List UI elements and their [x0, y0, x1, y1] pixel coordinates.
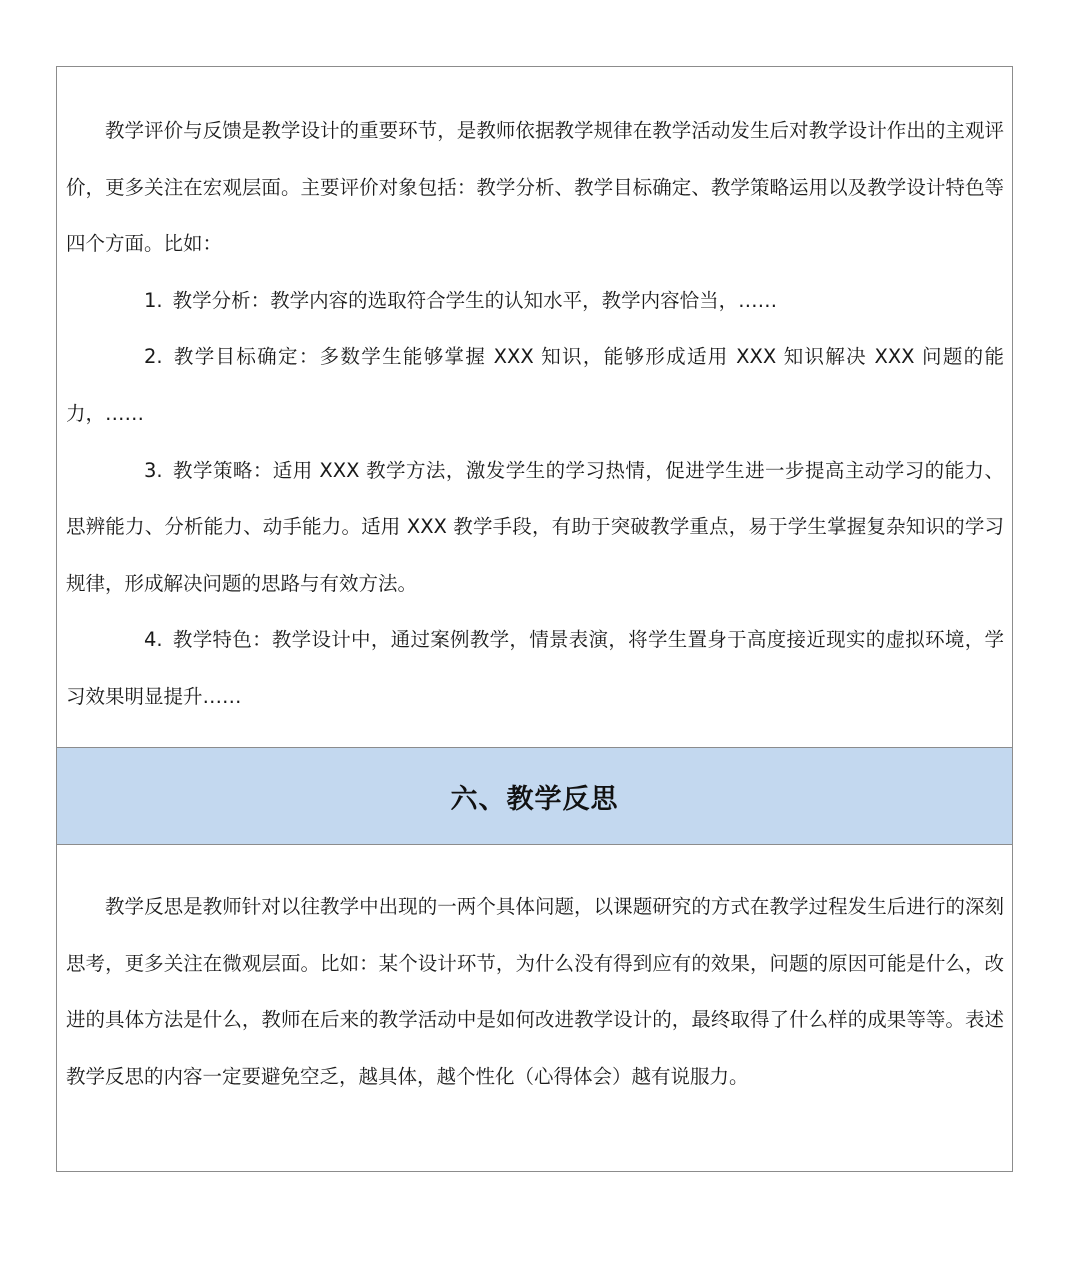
evaluation-cell	[57, 67, 1012, 747]
item-text: 教学策略：适用 XXX 教学方法，激发学生的学习热情，促进学生进一步提高主动学习的能力、思辨能力、分析能力、动手能力。适用 XXX 教学手段，有助于突破教学重点，易于学生掌握复杂知识的学习规律，形成解决问题的思路与有效方法。	[66, 458, 1004, 595]
item-text: 教学目标确定：多数学生能够掌握 XXX 知识，能够形成适用 XXX 知识解决 XXX 问题的能力，……	[66, 345, 1004, 425]
evaluation-item-1	[66, 273, 1004, 330]
item-number: 1.	[144, 288, 163, 312]
item-number: 2.	[144, 345, 163, 369]
item-text: 教学分析：教学内容的选取符合学生的认知水平，教学内容恰当，……	[172, 288, 778, 312]
evaluation-item-2	[66, 329, 1004, 442]
reflection-cell	[57, 845, 1012, 1171]
item-text: 教学特色：教学设计中，通过案例教学，情景表演，将学生置身于高度接近现实的虚拟环境，学习效果明显提升……	[66, 628, 1004, 708]
item-number: 4.	[144, 628, 163, 652]
document-table	[56, 66, 1013, 1172]
evaluation-item-4	[66, 612, 1004, 725]
evaluation-item-3	[66, 443, 1004, 613]
section-title: 六、教学反思	[450, 783, 619, 815]
section-header	[57, 747, 1012, 845]
reflection-text: 教学反思是教师针对以往教学中出现的一两个具体问题，以课题研究的方式在教学过程发生后进行的深刻思考，更多关注在微观层面。比如：某个设计环节，为什么没有得到应有的效果，问题的原因可能是什么，改进的具体方法是什么，教师在后来的教学活动中是如何改进教学设计的，最终取得了什么样的成果等等。表述教学反思的内容一定要避免空乏，越具体，越个性化（心得体会）越有说服力。	[66, 895, 1004, 1088]
evaluation-intro: 教学评价与反馈是教学设计的重要环节，是教师依据教学规律在教学活动发生后对教学设计作出的主观评价，更多关注在宏观层面。主要评价对象包括：教学分析、教学目标确定、教学策略运用以及教学设计特色等四个方面。比如：	[66, 119, 1004, 256]
item-number: 3.	[144, 458, 163, 482]
